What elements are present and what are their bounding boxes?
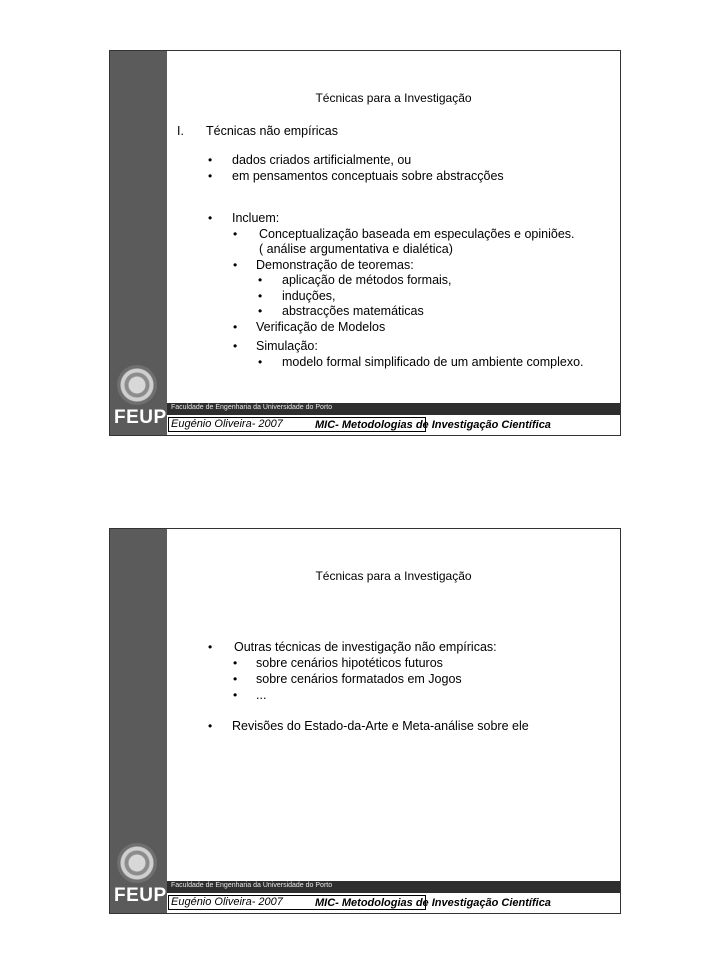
list-item: modelo formal simplificado de um ambiente complexo.	[282, 355, 584, 369]
sidebar	[110, 51, 167, 435]
list-item: Conceptualização baseada em especulações e opiniões.	[259, 227, 575, 241]
list-item: Revisões do Estado-da-Arte e Meta-análise sobre ele	[232, 719, 529, 733]
bullet-icon: •	[233, 320, 238, 334]
slide-1	[109, 50, 621, 436]
list-item-continuation: ( análise argumentativa e dialética)	[259, 242, 453, 256]
list-item: sobre cenários hipotéticos futuros	[256, 656, 443, 670]
footer-band	[167, 881, 620, 893]
bullet-icon: •	[208, 211, 213, 225]
list-item: Simulação:	[256, 339, 318, 353]
bullet-icon: •	[233, 688, 238, 702]
feup-logo: FEUP	[114, 407, 167, 428]
university-seal-icon	[117, 843, 157, 883]
bullet-icon: •	[233, 656, 238, 670]
list-item: aplicação de métodos formais,	[282, 273, 452, 287]
faculty-name: Faculdade de Engenharia da Universidade do Porto	[171, 404, 333, 411]
bullet-icon: •	[258, 289, 263, 303]
list-item: ...	[256, 688, 267, 702]
university-seal-icon	[117, 365, 157, 405]
feup-logo: FEUP	[114, 885, 167, 906]
bullet-icon: •	[208, 169, 213, 183]
bullet-icon: •	[258, 304, 263, 318]
faculty-name: Faculdade de Engenharia da Universidade do Porto	[171, 882, 333, 889]
footer-band	[167, 403, 620, 415]
bullet-icon: •	[233, 339, 238, 353]
list-item: Incluem:	[232, 211, 280, 225]
list-item: sobre cenários formatados em Jogos	[256, 672, 462, 686]
list-item: Verificação de Modelos	[256, 320, 386, 334]
section-number: I.	[177, 124, 184, 138]
footer-author: Eugénio Oliveira- 2007	[168, 417, 426, 432]
list-item: induções,	[282, 289, 336, 303]
section-title: Técnicas não empíricas	[206, 124, 339, 138]
slide-2	[109, 528, 621, 914]
bullet-icon: •	[258, 355, 263, 369]
list-item: em pensamentos conceptuais sobre abstracções	[232, 169, 504, 183]
bullet-icon: •	[233, 672, 238, 686]
footer-author: Eugénio Oliveira- 2007	[168, 895, 426, 910]
sidebar	[110, 529, 167, 913]
slide-title: Técnicas para a Investigação	[315, 569, 472, 583]
footer-course: MIC- Metodologias de Investigação Científica	[315, 897, 551, 909]
bullet-icon: •	[233, 258, 238, 272]
bullet-icon: •	[208, 640, 213, 654]
bullet-icon: •	[208, 153, 213, 167]
slide-title: Técnicas para a Investigação	[315, 91, 472, 105]
bullet-icon: •	[208, 719, 213, 733]
bullet-icon: •	[233, 227, 238, 241]
bullet-icon: •	[258, 273, 263, 287]
list-item: Outras técnicas de investigação não empíricas:	[234, 640, 497, 654]
list-item: abstracções matemáticas	[282, 304, 424, 318]
list-item: dados criados artificialmente, ou	[232, 153, 412, 167]
list-item: Demonstração de teoremas:	[256, 258, 414, 272]
footer-course: MIC- Metodologias de Investigação Científica	[315, 419, 551, 431]
